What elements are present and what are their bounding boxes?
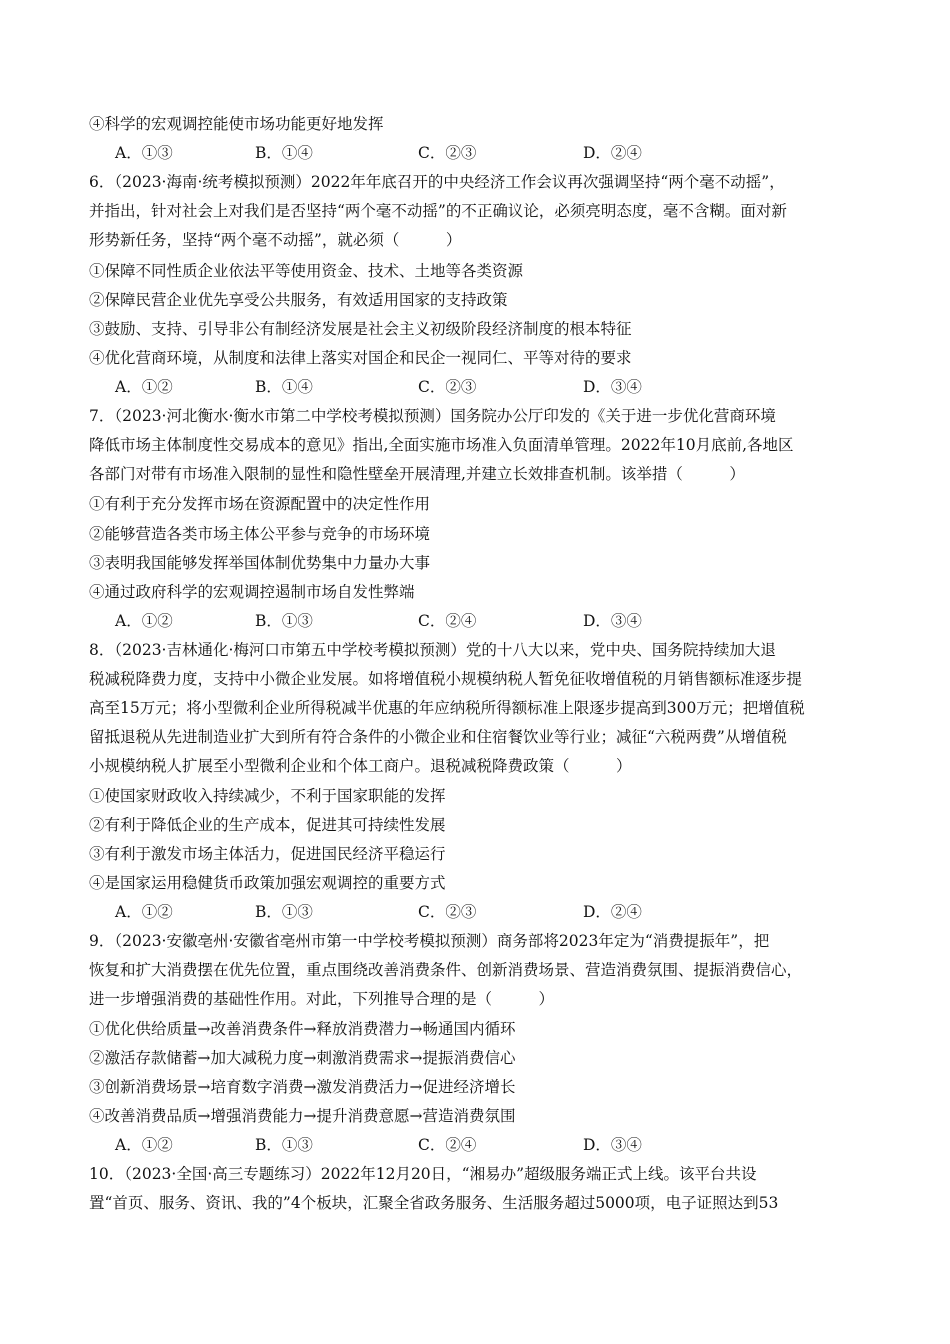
q7-item-3: ③表明我国能够发挥举国体制优势集中力量办大事 [89,554,431,572]
q8-item-4: ④是国家运用稳健货币政策加强宏观调控的重要方式 [89,874,446,892]
q6-item-3: ③鼓励、支持、引导非公有制经济发展是社会主义初级阶段经济制度的根本特征 [89,320,632,338]
q7-stem-line-3: 各部门对带有市场准入限制的显性和隐性壁垒开展清理,并建立长效排查机制。该举措（ ） [89,465,745,483]
q5-options [89,143,879,163]
q6-stem-line-3: 形势新任务，坚持“两个毫不动摇”，就必须（ ） [89,231,462,249]
q9-option-a: A．①② [115,1136,173,1154]
q5-option-c: C．②③ [418,144,477,162]
q9-item-2: ②激活存款储蓄→加大减税力度→刺激消费需求→提振消费信心 [89,1049,516,1067]
q10-stem-line-2: 置“首页、服务、资讯、我的”4个板块，汇聚全省政务服务、生活服务超过5000项，电子证照达到53 [89,1194,779,1212]
q5-option-a: A．①③ [115,144,173,162]
q8-item-3: ③有利于激发市场主体活力，促进国民经济平稳运行 [89,845,446,863]
q8-stem-line-5: 小规模纳税人扩展至小型微利企业和个体工商户。退税减税降费政策（ ） [89,757,632,775]
q8-option-b: B．①③ [255,903,313,921]
q7-stem-line-2: 降低市场主体制度性交易成本的意见》指出,全面实施市场准入负面清单管理。2022年10月底前,各地区 [89,436,794,454]
q6-option-c: C．②③ [418,378,477,396]
q7-stem-line-1: 7．（2023·河北衡水·衡水市第二中学校考模拟预测）国务院办公厅印发的《关于进一步优化营商环境 [89,407,776,425]
q8-item-2: ②有利于降低企业的生产成本，促进其可持续性发展 [89,816,446,834]
q7-item-1: ①有利于充分发挥市场在资源配置中的决定性作用 [89,495,431,513]
q6-option-d: D．③④ [583,378,642,396]
q9-option-d: D．③④ [583,1136,642,1154]
q8-item-1: ①使国家财政收入持续减少，不利于国家职能的发挥 [89,787,446,805]
q6-item-4: ④优化营商环境，从制度和法律上落实对国企和民企一视同仁、平等对待的要求 [89,349,632,367]
q8-option-a: A．①② [115,903,173,921]
q8-stem-line-2: 税减税降费力度，支持中小微企业发展。如将增值税小规模纳税人暂免征收增值税的月销售额标准逐步提 [89,670,803,688]
q8-stem-line-4: 留抵退税从先进制造业扩大到所有符合条件的小微企业和住宿餐饮业等行业；减征“六税两费”从增值税 [89,728,787,746]
q7-options [89,611,879,631]
q9-stem-line-2: 恢复和扩大消费摆在优先位置，重点围绕改善消费条件、创新消费场景、营造消费氛围、提振消费信心， [89,961,803,979]
q9-stem-line-1: 9．（2023·安徽亳州·安徽省亳州市第一中学校考模拟预测）商务部将2023年定为“消费提振年”，把 [89,932,770,950]
q9-item-3: ③创新消费场景→培育数字消费→激发消费活力→促进经济增长 [89,1078,516,1096]
q5-item-4: ④科学的宏观调控能使市场功能更好地发挥 [89,115,384,133]
q9-item-4: ④改善消费品质→增强消费能力→提升消费意愿→营造消费氛围 [89,1107,516,1125]
q8-option-c: C．②③ [418,903,477,921]
q6-option-a: A．①② [115,378,173,396]
q9-option-c: C．②④ [418,1136,477,1154]
q5-option-b: B．①④ [255,144,313,162]
q9-stem-line-3: 进一步增强消费的基础性作用。对此，下列推导合理的是（ ） [89,990,555,1008]
q10-stem-line-1: 10．（2023·全国·高三专题练习）2022年12月20日，“湘易办”超级服务端正式上线。该平台共设 [89,1165,757,1183]
q6-stem-line-2: 并指出，针对社会上对我们是否坚持“两个毫不动摇”的不正确议论，必须亮明态度，毫不含糊。面对新 [89,202,787,220]
q7-option-b: B．①③ [255,612,313,630]
q8-option-d: D．②④ [583,903,642,921]
q9-item-1: ①优化供给质量→改善消费条件→释放消费潜力→畅通国内循环 [89,1020,516,1038]
q7-option-c: C．②④ [418,612,477,630]
q9-option-b: B．①③ [255,1136,313,1154]
q8-stem-line-1: 8．（2023·吉林通化·梅河口市第五中学校考模拟预测）党的十八大以来，党中央、国务院持续加大退 [89,641,776,659]
q6-item-2: ②保障民营企业优先享受公共服务，有效适用国家的支持政策 [89,291,508,309]
q7-item-2: ②能够营造各类市场主体公平参与竞争的市场环境 [89,525,431,543]
q5-option-d: D．②④ [583,144,642,162]
q6-option-b: B．①④ [255,378,313,396]
q6-item-1: ①保障不同性质企业依法平等使用资金、技术、土地等各类资源 [89,262,524,280]
q7-option-a: A．①② [115,612,173,630]
q8-stem-line-3: 高至15万元；将小型微利企业所得税减半优惠的年应纳税所得额标准上限逐步提高到300万元；把增值税 [89,699,805,717]
q7-item-4: ④通过政府科学的宏观调控遏制市场自发性弊端 [89,583,415,601]
q6-stem-line-1: 6．（2023·海南·统考模拟预测）2022年年底召开的中央经济工作会议再次强调坚持“两个毫不动摇”， [89,173,785,191]
q7-option-d: D．③④ [583,612,642,630]
q8-options [89,902,879,922]
q6-options [89,377,879,397]
q9-options [89,1135,879,1155]
